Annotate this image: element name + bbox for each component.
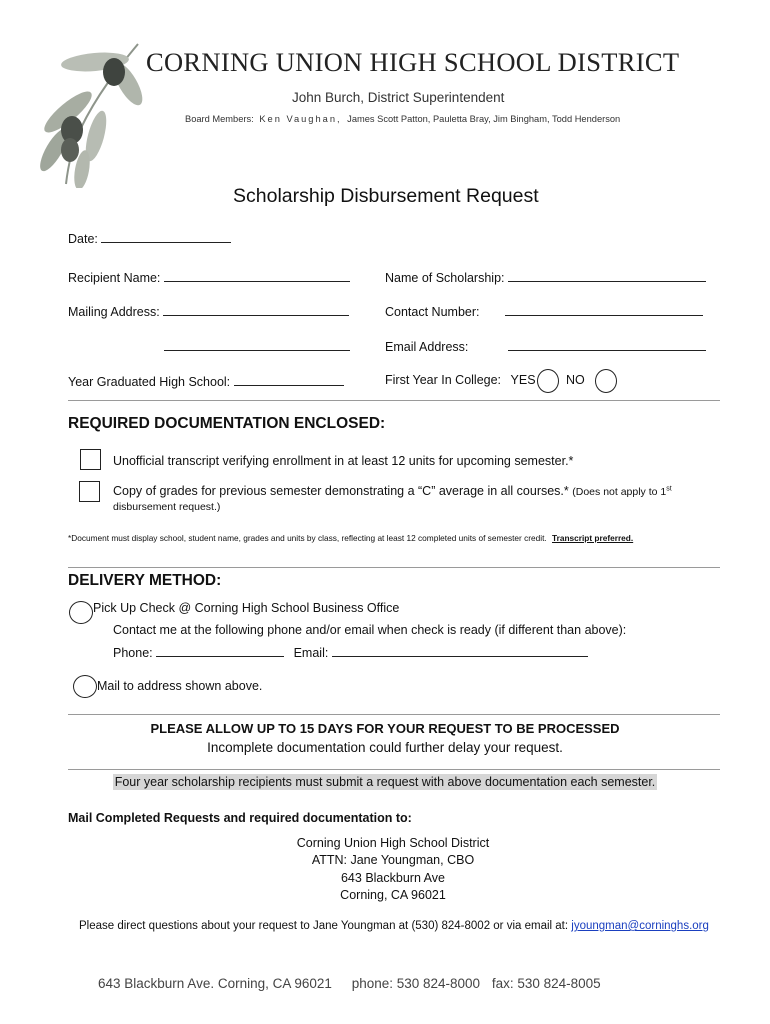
first-year-field: [385, 373, 536, 387]
contact-field: [385, 303, 703, 319]
delivery-heading: DELIVERY METHOD:: [68, 572, 222, 589]
four-year-text: Four year scholarship recipients must submit a request with above documentation each semester.: [114, 775, 656, 789]
grades-item-text: Copy of grades for previous semester demonstrating a “C” average in all courses.*: [113, 484, 569, 498]
mail-address-2: ATTN: Jane Youngman, CBO: [311, 853, 475, 867]
pickup-radio[interactable]: [69, 601, 93, 624]
divider-2: [68, 567, 720, 568]
mail-address-3: 643 Blackburn Ave: [340, 871, 445, 885]
board-label: Board Members:: [185, 114, 254, 124]
date-input-line[interactable]: [101, 230, 231, 243]
recipient-input-line[interactable]: [164, 269, 350, 282]
divider-4: [68, 769, 720, 770]
footer-phone: phone: 530 824-8000: [351, 976, 481, 991]
grades-note-a: (Does not apply to 1: [572, 486, 667, 498]
pickup-email-label: Email:: [293, 646, 329, 660]
processing-notice: PLEASE ALLOW UP TO 15 DAYS FOR YOUR REQUEST TO BE PROCESSED: [150, 721, 620, 736]
contact-input-line[interactable]: [505, 303, 703, 316]
footer-address: 643 Blackburn Ave. Corning, CA 96021: [98, 976, 332, 991]
pickup-contact-fields: [113, 644, 588, 660]
grades-note: [572, 486, 671, 498]
year-grad-input-line[interactable]: [234, 373, 344, 386]
no-radio[interactable]: [595, 369, 617, 393]
documentation-footnote: [68, 533, 633, 543]
incomplete-notice: Incomplete documentation could further delay your request.: [207, 740, 563, 755]
date-field: [68, 230, 231, 246]
mail-heading: Mail Completed Requests and required documentation to:: [68, 811, 412, 825]
grades-note-sup: st: [666, 485, 672, 493]
board-member-spaced: Ken Vaughan,: [259, 114, 342, 124]
mailing-input-line-1[interactable]: [163, 303, 349, 316]
questions-line: [79, 920, 709, 932]
questions-text: Please direct questions about your request to Jane Youngman at (530) 824-8002 or via email at:: [79, 920, 569, 932]
scholarship-label: Name of Scholarship:: [385, 271, 505, 285]
mail-option: Mail to address shown above.: [97, 679, 263, 693]
mailing-label: Mailing Address:: [68, 305, 160, 319]
transcript-item: Unofficial transcript verifying enrollment in at least 12 units for upcoming semester.*: [113, 454, 574, 468]
footnote-text: *Document must display school, student name, grades and units by class, reflecting at least 12 completed units of semester credit.: [68, 533, 547, 543]
email-field: [385, 338, 706, 354]
recipient-label: Recipient Name:: [68, 271, 161, 285]
footer-fax: fax: 530 824-8005: [491, 976, 601, 991]
contact-email-link[interactable]: jyoungman@corninghs.org: [571, 920, 709, 932]
superintendent: John Burch, District Superintendent: [292, 90, 505, 105]
footer: [98, 976, 601, 991]
divider-1: [68, 400, 720, 401]
first-year-label: First Year In College:: [385, 373, 502, 387]
form-title: Scholarship Disbursement Request: [233, 185, 539, 207]
year-grad-field: [68, 373, 344, 389]
scholarship-input-line[interactable]: [508, 269, 706, 282]
footnote-emphasis: Transcript preferred.: [552, 533, 634, 543]
pickup-email-line[interactable]: [332, 644, 588, 657]
contact-label: Contact Number:: [385, 305, 480, 319]
pickup-phone-line[interactable]: [156, 644, 284, 657]
documentation-heading: REQUIRED DOCUMENTATION ENCLOSED:: [68, 415, 386, 432]
transcript-checkbox[interactable]: [80, 449, 101, 470]
yes-label: YES: [510, 373, 536, 387]
mail-radio[interactable]: [73, 675, 97, 698]
mailing-field: [68, 303, 349, 319]
date-label: Date:: [68, 232, 98, 246]
scholarship-field: [385, 269, 706, 285]
pickup-phone-label: Phone:: [113, 646, 153, 660]
no-label: NO: [566, 373, 585, 387]
mail-address-1: Corning Union High School District: [296, 836, 490, 850]
email-input-line[interactable]: [508, 338, 706, 351]
board-members: [185, 114, 620, 124]
contact-me-text: Contact me at the following phone and/or email when check is ready (if different than above):: [113, 623, 627, 637]
year-grad-label: Year Graduated High School:: [68, 375, 231, 389]
grades-item: [113, 484, 672, 498]
mail-address-4: Corning, CA 96021: [340, 888, 446, 902]
grades-checkbox[interactable]: [79, 481, 100, 502]
grades-note-continued: disbursement request.): [113, 501, 221, 513]
four-year-notice: [0, 775, 770, 789]
district-name: CORNING UNION HIGH SCHOOL DISTRICT: [146, 47, 680, 77]
board-members-rest: James Scott Patton, Pauletta Bray, Jim Bingham, Todd Henderson: [347, 114, 621, 124]
mailing-input-line-2[interactable]: [164, 338, 350, 351]
divider-3: [68, 714, 720, 715]
yes-radio[interactable]: [537, 369, 559, 393]
email-label: Email Address:: [385, 340, 469, 354]
recipient-field: [68, 269, 350, 285]
pickup-option: Pick Up Check @ Corning High School Business Office: [93, 601, 400, 615]
mailing-line-2: [164, 338, 350, 354]
